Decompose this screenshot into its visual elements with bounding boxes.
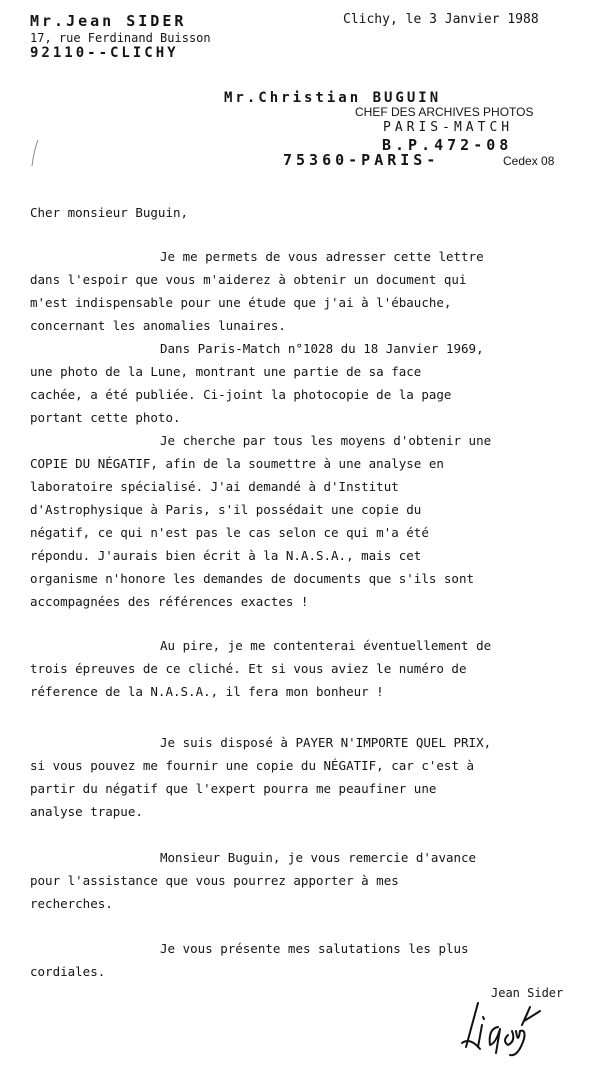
body-line: Je vous présente mes salutations les plus bbox=[160, 941, 469, 956]
body-line: Au pire, je me contenterai éventuellement de bbox=[160, 638, 492, 653]
body-line: répondu. J'aurais bien écrit à la N.A.S.A., mais cet bbox=[30, 548, 422, 563]
handwritten-signature bbox=[460, 985, 550, 1060]
salutation: Cher monsieur Buguin, bbox=[30, 205, 189, 220]
letter-date: Clichy, le 3 Janvier 1988 bbox=[343, 12, 539, 27]
body-line: Je cherche par tous les moyens d'obtenir une bbox=[160, 433, 492, 448]
body-line: concernant les anomalies lunaires. bbox=[30, 318, 286, 333]
body-line: cachée, a été publiée. Ci-joint la photocopie de la page bbox=[30, 387, 452, 402]
body-line: dans l'espoir que vous m'aiderez à obtenir un document qui bbox=[30, 272, 467, 287]
body-line: réference de la N.A.S.A., il fera mon bonheur ! bbox=[30, 684, 384, 699]
body-line: laboratoire spécialisé. J'ai demandé à d'Institut bbox=[30, 479, 399, 494]
body-line: négatif, ce qui n'est pas le cas selon ce qui m'a été bbox=[30, 525, 429, 540]
body-line: recherches. bbox=[30, 896, 113, 911]
margin-pencil-mark bbox=[28, 138, 42, 168]
recipient-org: PARIS-MATCH bbox=[383, 120, 514, 135]
body-line: m'est indispensable pour une étude que j'ai à l'ébauche, bbox=[30, 295, 452, 310]
body-line: pour l'assistance que vous pourrez apporter à mes bbox=[30, 873, 399, 888]
sender-name: Mr.Jean SIDER bbox=[30, 12, 187, 30]
signature-name: Jean Sider bbox=[491, 986, 564, 1000]
body-line: organisme n'honore les demandes de documents que s'ils sont bbox=[30, 571, 475, 586]
body-line: une photo de la Lune, montrant une partie de sa face bbox=[30, 364, 422, 379]
recipient-po-box: B.P.472-08 bbox=[382, 136, 513, 154]
body-line: COPIE DU NÉGATIF, afin de la soumettre à une analyse en bbox=[30, 456, 444, 471]
body-line: Dans Paris-Match n°1028 du 18 Janvier 1969, bbox=[160, 341, 484, 356]
sender-city: 92110--CLICHY bbox=[30, 45, 179, 61]
sender-street: 17, rue Ferdinand Buisson bbox=[30, 31, 211, 45]
recipient-name: Mr.Christian BUGUIN bbox=[224, 90, 442, 106]
body-line: Je me permets de vous adresser cette lettre bbox=[160, 249, 484, 264]
body-line: accompagnées des références exactes ! bbox=[30, 594, 309, 609]
body-line: trois épreuves de ce cliché. Et si vous aviez le numéro de bbox=[30, 661, 467, 676]
body-line: portant cette photo. bbox=[30, 410, 181, 425]
recipient-city: 75360-PARIS- bbox=[283, 151, 440, 169]
body-line: partir du négatif que l'expert pourra me peaufiner une bbox=[30, 781, 437, 796]
body-line: Monsieur Buguin, je vous remercie d'avance bbox=[160, 850, 477, 865]
body-line: Je suis disposé à PAYER N'IMPORTE QUEL PRIX, bbox=[160, 735, 492, 750]
body-line: cordiales. bbox=[30, 964, 106, 979]
body-line: d'Astrophysique à Paris, s'il possédait une copie du bbox=[30, 502, 422, 517]
body-line: analyse trapue. bbox=[30, 804, 143, 819]
body-line: si vous pouvez me fournir une copie du NÉGATIF, car c'est à bbox=[30, 758, 475, 773]
recipient-title: CHEF DES ARCHIVES PHOTOS bbox=[355, 105, 534, 119]
recipient-cedex: Cedex 08 bbox=[503, 154, 555, 168]
